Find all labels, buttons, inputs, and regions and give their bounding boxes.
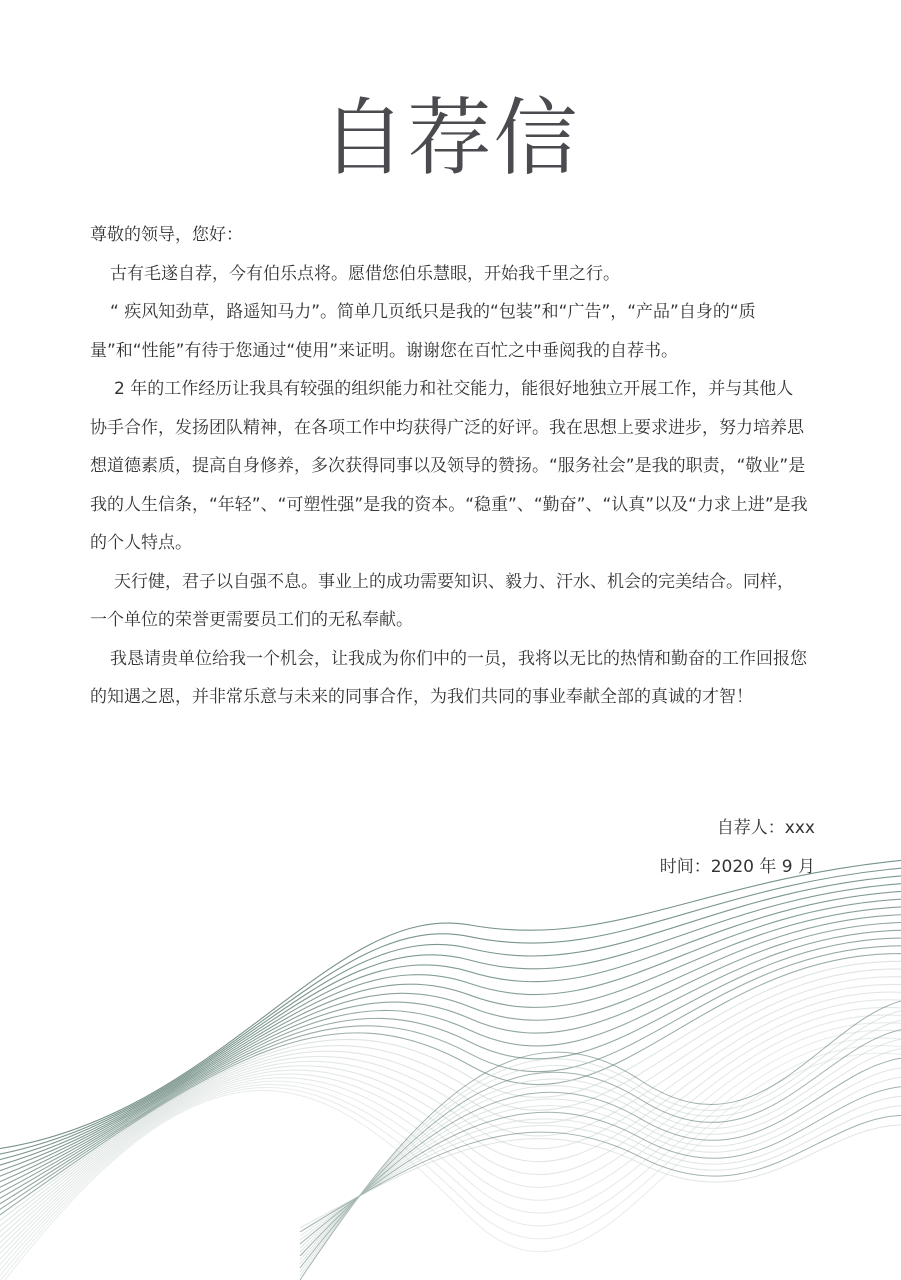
wave-line (300, 1096, 901, 1240)
wave-line (0, 1023, 901, 1276)
wave-line (0, 1038, 901, 1280)
paragraph-1: 古有毛遂自荐，今有伯乐点将。愿借您伯乐慧眼，开始我千里之行。 (110, 263, 620, 284)
signature-line: 自荐人：xxx (716, 818, 815, 838)
signoff-block (660, 809, 815, 886)
wave-line (0, 883, 901, 1168)
wave-line (300, 1086, 901, 1244)
document-title: 自荐信 (321, 89, 580, 187)
wave-line (300, 1115, 901, 1232)
wave-line (0, 868, 901, 1156)
wave-line (300, 1019, 901, 1272)
wave-line (300, 1010, 901, 1276)
date-line: 时间：2020 年 9 月 (659, 856, 815, 877)
wave-line (0, 1007, 901, 1264)
paragraph-5: 我恳请贵单位给我一个机会，让我成为你们中的一员，我将以无比的热情和勤奋的工作回报您的知遇之恩，并非常乐意与未来的同事合作，为我们共同的事业奉献全部的真诚的才智！ (90, 648, 807, 707)
wave-line (0, 930, 901, 1204)
wave-line (0, 876, 901, 1162)
letter-body (90, 216, 810, 717)
wave-line (300, 1077, 901, 1248)
wave-line (0, 891, 901, 1174)
greeting: 尊敬的领导，您好： (90, 225, 243, 245)
wave-line (300, 1038, 901, 1264)
wave-line (0, 1053, 901, 1280)
wave-line (0, 860, 901, 1150)
wave-line (0, 1000, 901, 1258)
wave-line (300, 1058, 901, 1256)
wave-line (0, 899, 901, 1180)
paragraph-2: “ 疾风知劲草，路遥知马力”。简单几页纸只是我的“包装”和“广告”，“产品”自身的“质量”和“性能”有待于您通过“使用”来证明。谢谢您在百忙之中垂阅我的自荐书。 (90, 302, 756, 361)
wave-line (300, 1029, 901, 1268)
wave-line (300, 1106, 901, 1236)
wave-line (0, 984, 901, 1246)
wave-line (0, 992, 901, 1252)
wave-line (0, 938, 901, 1210)
wave-line (0, 977, 901, 1240)
wave-line (0, 922, 901, 1198)
wave-line (0, 1046, 901, 1280)
wave-line (0, 1015, 901, 1270)
wave-line (0, 969, 901, 1234)
wave-line (300, 1000, 901, 1280)
wave-line (0, 946, 901, 1216)
wave-line (300, 1067, 901, 1252)
wave-line (0, 1030, 901, 1280)
wave-line (300, 1125, 901, 1228)
wave-line (0, 907, 901, 1186)
paragraph-4: 天行健，君子以自强不息。事业上的成功需要知识、毅力、汗水、机会的完美结合。同样，一个单位的荣誉更需要员工们的无私奉献。 (90, 571, 794, 630)
wave-line (0, 961, 901, 1228)
wave-line (0, 915, 901, 1192)
wave-line (0, 954, 901, 1222)
wave-line (300, 1048, 901, 1260)
paragraph-3: 2 年的工作经历让我具有较强的组织能力和社交能力，能很好地独立开展工作，并与其他人协手合作，发扬团队精神，在各项工作中均获得广泛的好评。我在思想上要求进步，努力培养思想道德素质，提高自身修养，多次获得同事以及领导的赞扬。“服务社会”是我的职责，“敬业”是我的人生信条，“年轻”、“可塑性强”是我的资本。“稳重”、“勤奋”、“认真”以及“力求上进”是我的个人特点。 (90, 379, 808, 553)
